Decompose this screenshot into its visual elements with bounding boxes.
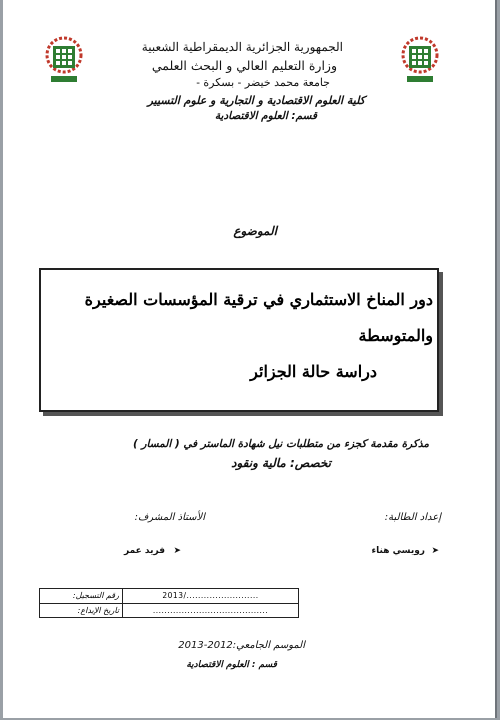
footer-department: قسم : العلوم الاقتصادية [186,660,277,670]
faculty-heading: كلية العلوم الاقتصادية و التجارية و علوم التسيير [147,94,365,107]
table-row [40,589,299,604]
memo-description: مذكرة مقدمة كجزء من متطلبات نيل شهادة الماستر في ( المسار ) [133,438,429,450]
subject-label: الموضوع [233,224,277,238]
thesis-title-line-1: دور المناخ الاستثماري في ترقية المؤسسات الصغيرة [84,290,433,309]
student-name: رويسي هناء [371,546,425,556]
document-page [3,0,497,718]
university-logo-right-icon [401,36,439,86]
department-heading: قسم: العلوم الاقتصادية [214,110,317,122]
specialization: تخصص: مالية ونقود [231,456,331,470]
supervisor-name: فريد عمر [124,546,165,556]
supervisor-bullet-icon: ➤ [173,546,181,556]
university-logo-left-icon [45,36,83,86]
thesis-title-line-3: دراسة حالة الجزائر [250,362,377,381]
registration-table [39,588,299,618]
deposit-date-value: ........................................ [123,603,299,618]
university-heading: جامعة محمد خيضر - بسكرة - [196,76,330,89]
republic-heading: الجمهورية الجزائرية الديمقراطية الشعبية [141,40,343,54]
student-bullet-icon: ➤ [431,546,439,556]
academic-year: الموسم الجامعي:2012-2013 [178,640,305,651]
supervisor-label: الأستاذ المشرف: [134,512,205,523]
registration-number-label: رقم التسجيل: [40,589,123,604]
deposit-date-label: تاريخ الإيداع: [40,603,123,618]
ministry-heading: وزارة التعليم العالي و البحث العلمي [151,58,337,73]
thesis-title-box [39,268,439,412]
table-row [40,603,299,618]
registration-number-value: ........................./2013 [123,589,299,604]
prepared-by-label: إعداد الطالبة: [384,512,441,523]
thesis-title-line-2: والمتوسطة [358,326,433,345]
